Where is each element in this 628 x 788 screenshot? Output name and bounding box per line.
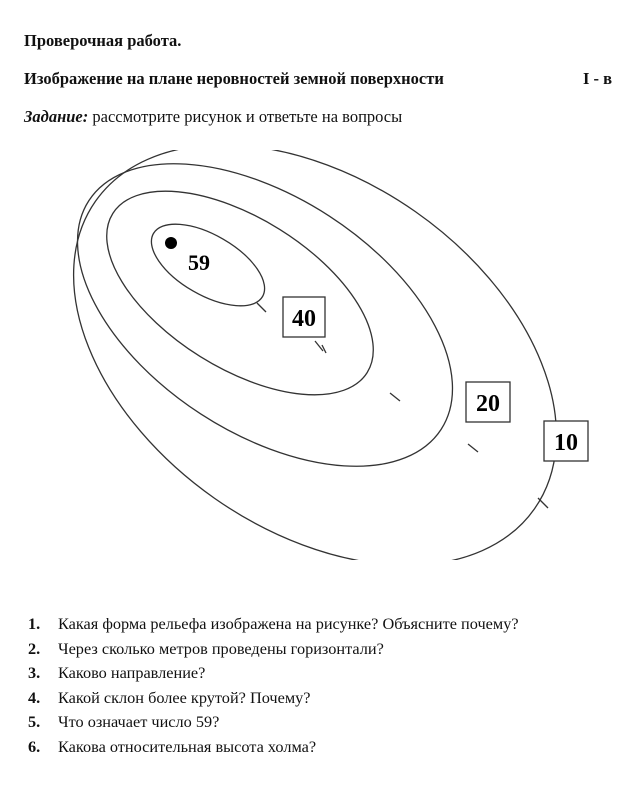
question-number: 3. [28, 663, 41, 683]
slope-tick [468, 444, 478, 452]
subtitle-text: Изображение на плане неровностей земной поверхности [24, 69, 444, 88]
question-item [28, 661, 519, 686]
contour-label-20: 20 [476, 391, 500, 417]
question-item [28, 637, 519, 662]
contour-label-10: 10 [554, 430, 578, 456]
question-item [28, 735, 519, 760]
question-list [28, 612, 519, 760]
variant-label: I - в [583, 69, 613, 88]
question-item [28, 612, 519, 637]
slope-tick [257, 303, 266, 312]
question-text: Через сколько метров проведены горизонтали? [58, 638, 384, 658]
task-instruction [24, 107, 402, 127]
question-text: Какой склон более крутой? Почему? [58, 687, 311, 707]
contour-map [60, 150, 590, 560]
task-text: рассмотрите рисунок и ответьте на вопросы [88, 107, 403, 126]
task-label: Задание: [24, 107, 89, 126]
contour-label-20-box [466, 382, 510, 422]
question-text: Какая форма рельефа изображена на рисунке? Объясните почему? [58, 614, 519, 633]
contour-label-40-box [283, 297, 325, 337]
question-number: 4. [28, 687, 41, 707]
peak-height-label: 59 [188, 250, 210, 275]
question-text: Какова относительная высота холма? [58, 736, 317, 756]
question-number: 6. [28, 736, 41, 756]
question-number: 2. [28, 638, 41, 658]
slope-tick [322, 345, 326, 353]
question-text: Каково направление? [58, 663, 206, 683]
contour-line-10 [60, 150, 590, 560]
contour-line-40 [73, 150, 407, 436]
slope-tick [390, 393, 400, 401]
question-item [28, 686, 519, 711]
page-title: Проверочная работа. [24, 31, 182, 50]
peak-point-icon [165, 237, 177, 249]
contour-label-10-box [544, 421, 588, 461]
contour-line-20 [60, 150, 505, 528]
question-item [28, 710, 519, 735]
question-text: Что означает число 59? [58, 712, 220, 732]
worksheet-subtitle [24, 69, 622, 89]
slope-tick [538, 498, 548, 508]
contour-label-40: 40 [292, 306, 316, 332]
question-number: 1. [28, 614, 41, 633]
question-number: 5. [28, 712, 41, 732]
